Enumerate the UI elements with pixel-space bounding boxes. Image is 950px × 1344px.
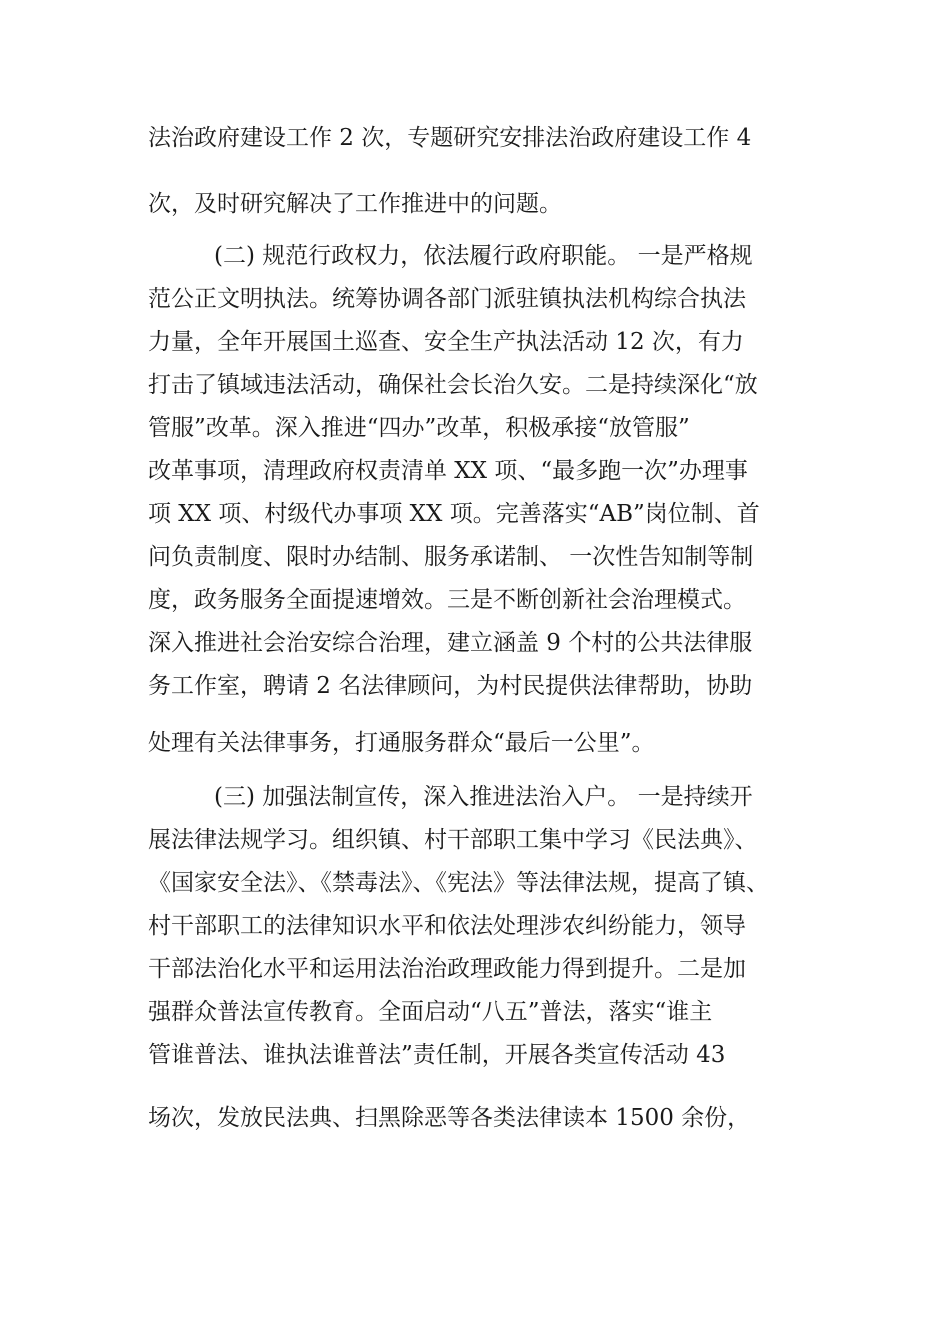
text-line-9: 项 XX 项、村级代办事项 XX 项。完善落实“AB”岗位制、首 xyxy=(148,501,760,527)
text-line-21: 管谁普法、谁执法谁普法”责任制，开展各类宣传活动 43 xyxy=(148,1042,726,1068)
text-line-17: 《国家安全法》、《禁毒法》、《宪法》等法律法规，提高了镇、 xyxy=(148,870,769,896)
text-line-8: 改革事项，清理政府权责清单 XX 项、“最多跑一次”办理事 xyxy=(148,458,748,484)
text-line-6: 打击了镇域违法活动，确保社会长治久安。二是持续深化“放 xyxy=(148,372,758,398)
text-line-16: 展法律法规学习。组织镇、村干部职工集中学习《民法典》、 xyxy=(148,827,758,853)
text-line-19: 干部法治化水平和运用法治治政理政能力得到提升。二是加 xyxy=(148,956,746,982)
text-line-20: 强群众普法宣传教育。全面启动“八五”普法，落实“谁主 xyxy=(148,999,713,1025)
text-line-4: 范公正文明执法。统筹协调各部门派驻镇执法机构综合执法 xyxy=(148,286,746,312)
text-line-5: 力量，全年开展国土巡查、安全生产执法活动 12 次，有力 xyxy=(148,329,744,355)
text-line-18: 村干部职工的法律知识水平和依法处理涉农纠纷能力，领导 xyxy=(148,913,746,939)
text-line-22: 场次，发放民法典、扫黑除恶等各类法律读本 1500 余份， xyxy=(148,1105,751,1131)
section-heading-2: (二) 规范行政权力，依法履行政府职能。 一是严格规 xyxy=(214,243,753,269)
text-line-10: 问负责制度、限时办结制、服务承诺制、 一次性告知制等制 xyxy=(148,544,754,570)
text-line-7: 管服”改革。深入推进“四办”改革，积极承接“放管服” xyxy=(148,415,690,441)
text-line-2: 次，及时研究解决了工作推进中的问题。 xyxy=(148,191,562,217)
text-line-13: 务工作室，聘请 2 名法律顾问，为村民提供法律帮助，协助 xyxy=(148,673,753,699)
text-line-12: 深入推进社会治安综合治理，建立涵盖 9 个村的公共法律服 xyxy=(148,630,753,656)
text-line-11: 度，政务服务全面提速增效。三是不断创新社会治理模式。 xyxy=(148,587,746,613)
text-line-1: 法治政府建设工作 2 次，专题研究安排法治政府建设工作 4 xyxy=(148,125,752,151)
text-line-14: 处理有关法律事务，打通服务群众“最后一公里”。 xyxy=(148,730,655,756)
section-heading-3: (三) 加强法制宣传，深入推进法治入户。 一是持续开 xyxy=(214,784,753,810)
